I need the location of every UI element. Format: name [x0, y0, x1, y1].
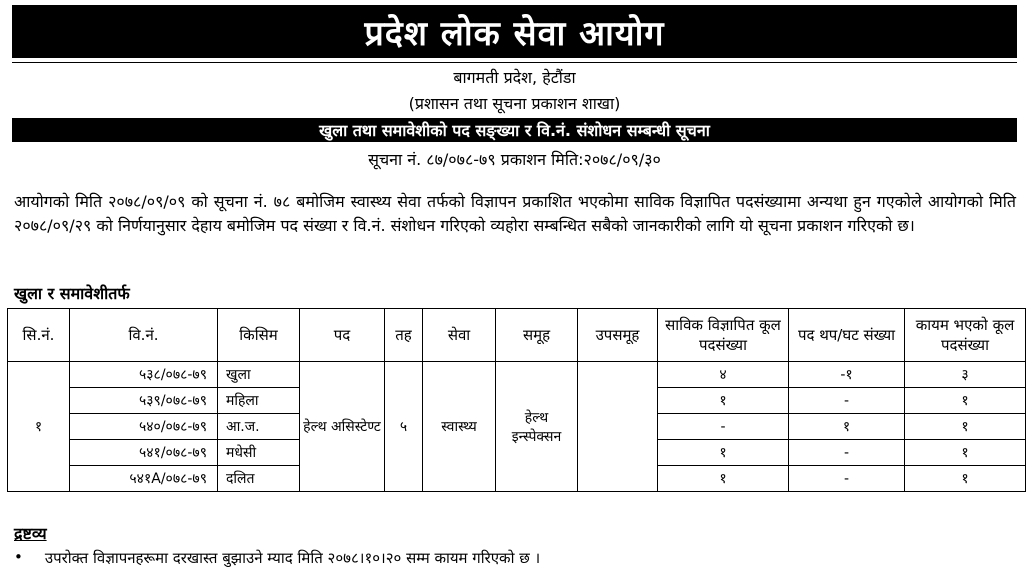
- header-adv-no: वि.नं.: [70, 309, 218, 362]
- cell-adv-no: ५३८/०७८-७९: [70, 362, 218, 388]
- cell-change: -१: [789, 362, 905, 388]
- province-line: बागमती प्रदेश, हेटौंडा: [453, 68, 576, 87]
- cell-adv-no: ५४१A/०७८-७९: [70, 466, 218, 492]
- cell-type: मधेसी: [218, 440, 300, 466]
- header-post: पद: [300, 309, 385, 362]
- cell-change: -: [789, 440, 905, 466]
- notice-reference: सूचना नं. ८७/०७८-७९ प्रकाशन मिति:२०७८/०९/३०: [368, 150, 661, 169]
- cell-type: खुला: [218, 362, 300, 388]
- section-heading: खुला र समावेशीतर्फ: [14, 284, 130, 303]
- table-row: [8, 362, 1026, 388]
- table-header-row: [8, 309, 1026, 362]
- header-subgroup: उपसमूह: [578, 309, 658, 362]
- notice-title-bar: [12, 118, 1017, 142]
- header-final-count: कायम भएको कूल पदसंख्या: [905, 309, 1026, 362]
- cell-final-count: १: [905, 388, 1026, 414]
- cell-final-count: १: [905, 466, 1026, 492]
- header-sn: सि.नं.: [8, 309, 70, 362]
- cell-prev-count: १: [658, 388, 789, 414]
- bullet-icon: •: [14, 548, 23, 566]
- notice-title: खुला तथा समावेशीको पद सङ्ख्या र वि.नं. संशोधन सम्बन्धी सूचना: [319, 121, 710, 140]
- header-group: समूह: [496, 309, 578, 362]
- cell-adv-no: ५४०/०७८-७९: [70, 414, 218, 440]
- header-rule: [12, 62, 1017, 63]
- notes-heading: द्रष्टव्य: [14, 524, 47, 543]
- posts-table: [7, 308, 1026, 492]
- cell-prev-count: -: [658, 414, 789, 440]
- cell-prev-count: १: [658, 440, 789, 466]
- header-prev-count: साविक विज्ञापित कूल पदसंख्या: [658, 309, 789, 362]
- cell-change: -: [789, 388, 905, 414]
- note-item: [14, 548, 540, 568]
- cell-adv-no: ५४१/०७८-७९: [70, 440, 218, 466]
- cell-level: ५: [385, 362, 423, 492]
- cell-sn: १: [8, 362, 70, 492]
- header-level: तह: [385, 309, 423, 362]
- cell-adv-no: ५३९/०७८-७९: [70, 388, 218, 414]
- cell-final-count: ३: [905, 362, 1026, 388]
- cell-type: महिला: [218, 388, 300, 414]
- cell-change: -: [789, 466, 905, 492]
- cell-service: स्वास्थ्य: [423, 362, 496, 492]
- header-service: सेवा: [423, 309, 496, 362]
- cell-type: आ.ज.: [218, 414, 300, 440]
- cell-change: १: [789, 414, 905, 440]
- cell-post: हेल्थ असिस्टेण्ट: [300, 362, 385, 492]
- cell-final-count: १: [905, 440, 1026, 466]
- commission-title-banner: [12, 5, 1017, 58]
- cell-subgroup: [578, 362, 658, 492]
- note-text: उपरोक्त विज्ञापनहरूमा दरखास्त बुझाउने म्याद मिति २०७८।१०।२० सम्म कायम गरिएको छ ।: [44, 549, 541, 567]
- header-type: किसिम: [218, 309, 300, 362]
- branch-line: (प्रशासन तथा सूचना प्रकाशन शाखा): [408, 94, 621, 113]
- cell-prev-count: ४: [658, 362, 789, 388]
- commission-title: प्रदेश लोक सेवा आयोग: [364, 13, 665, 54]
- cell-final-count: १: [905, 414, 1026, 440]
- cell-type: दलित: [218, 466, 300, 492]
- cell-group: हेल्थ इन्स्पेक्सन: [496, 362, 578, 492]
- cell-prev-count: १: [658, 466, 789, 492]
- header-change: पद थप/घट संख्या: [789, 309, 905, 362]
- notice-paragraph: आयोगको मिति २०७८/०९/०९ को सूचना नं. ७८ बमोजिम स्वास्थ्य सेवा तर्फको विज्ञापन प्रकाशित भएकोमा साविक विज्ञापित पदसंख्यामा अन्यथा हुन गएकोले आयोगको मिति २०७८/०९/२९ को निर्णयानुसार देहाय बमोजिम पद संख्या र वि.नं. संशोधन गरिएको व्यहोरा सम्बन्धित सबैको जानकारीको लागि यो सूचना प्रकाशन गरिएको छ।: [14, 192, 1016, 235]
